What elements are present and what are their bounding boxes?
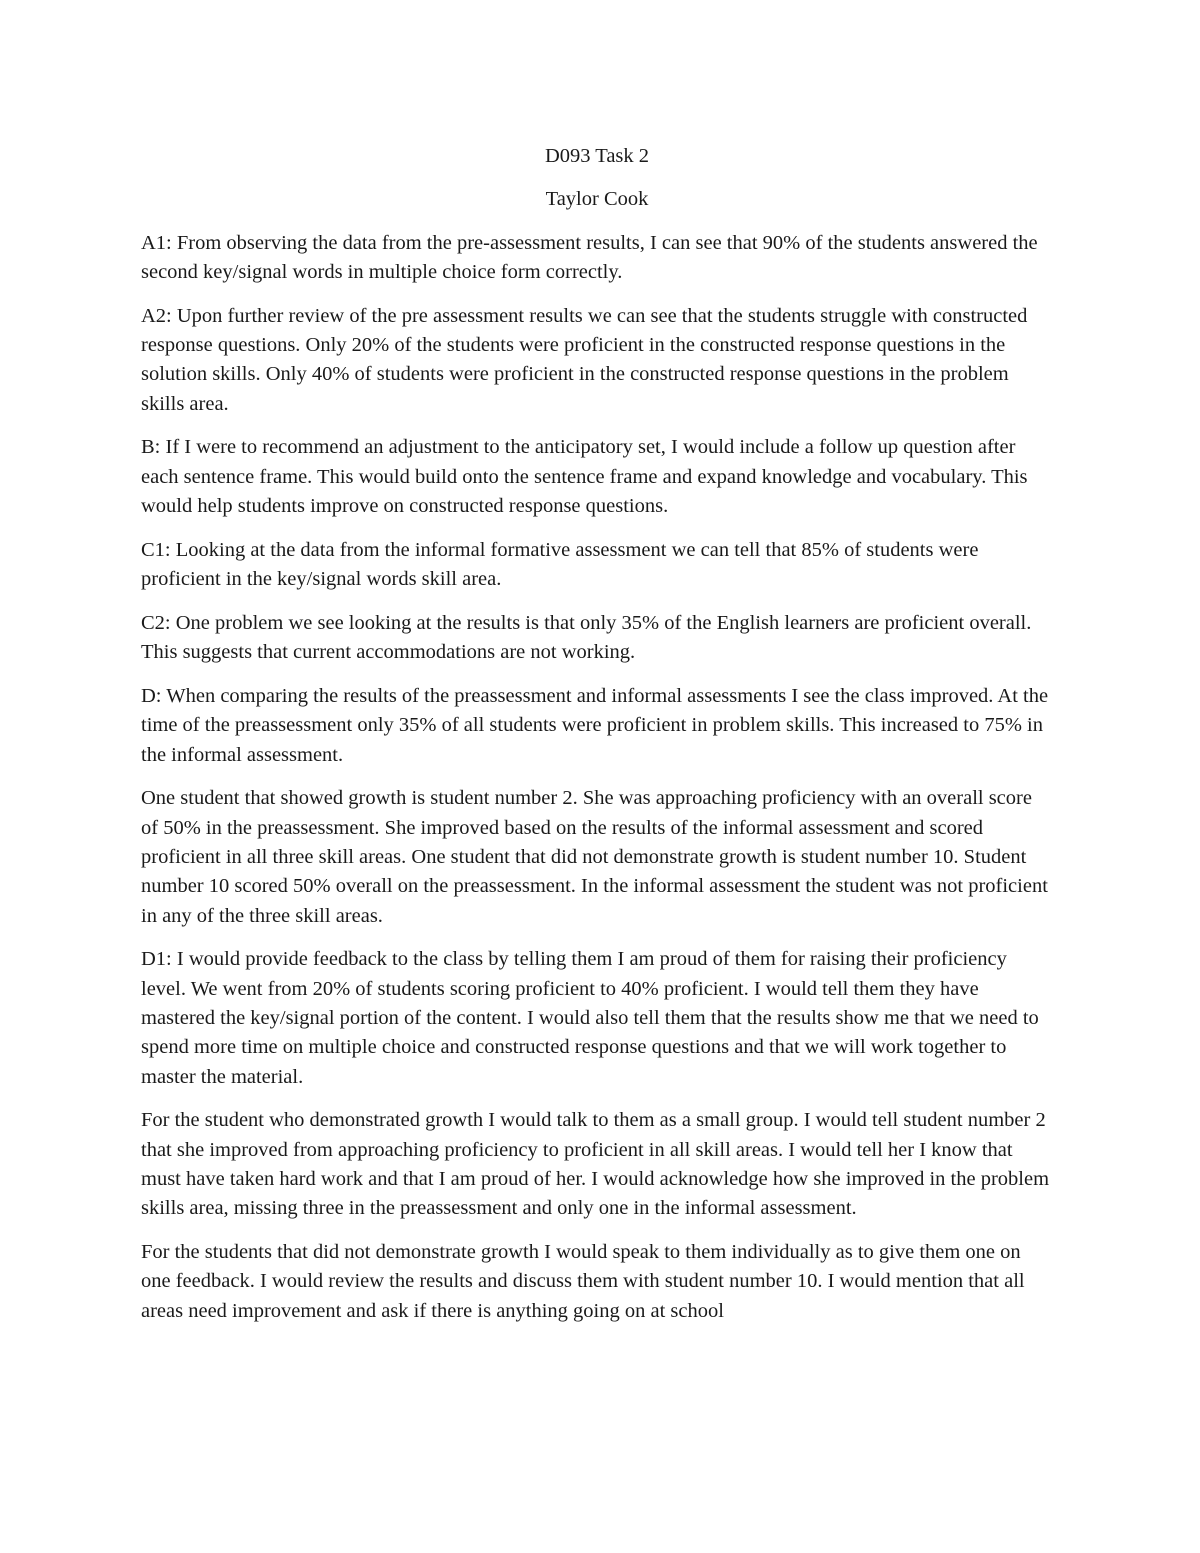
paragraph-no-growth-feedback: For the students that did not demonstrate growth I would speak to them individually as to give them one on one feedback. I would review the results and discuss them with student number 10. I would mention that all areas need improvement and ask if there is anything going on at school xyxy=(141,1241,1025,1322)
paragraph-d1: D1: I would provide feedback to the class by telling them I am proud of them for raising their proficiency level. We went from 20% of students scoring proficient to 40% proficient. I would tell them they have mastered the key/signal portion of the content. I would also tell them that the results show me that we need to spend more time on multiple choice and constructed response questions and that we will work together to master the material. xyxy=(141,948,1039,1088)
paragraph-c1: C1: Looking at the data from the informal formative assessment we can tell that 85% of students were proficient in the key/signal words skill area. xyxy=(141,538,979,591)
paragraph-d: D: When comparing the results of the preassessment and informal assessments I see the class improved. At the time of the preassessment only 35% of all students were proficient in problem skills. This increased to 75% in the informal assessment. xyxy=(141,684,1049,766)
paragraph-growth-comparison: One student that showed growth is student number 2. She was approaching proficiency with an overall score of 50% in the preassessment. She improved based on the results of the informal assessment and scored proficient in all three skill areas. One student that did not demonstrate growth is student number 10. Student number 10 scored 50% overall on the preassessment. In the informal assessment the student was not proficient in any of the three skill areas. xyxy=(141,787,1048,927)
document-body xyxy=(141,142,1053,1340)
document-title: D093 Task 2 xyxy=(544,145,650,167)
paragraph-b: B: If I were to recommend an adjustment to the anticipatory set, I would include a follow up question after each sentence frame. This would build onto the sentence frame and expand knowledge and vocabulary. This would help students improve on constructed response questions. xyxy=(141,436,1028,517)
paragraph-c2: C2: One problem we see looking at the results is that only 35% of the English learners are proficient overall. This suggests that current accommodations are not working. xyxy=(141,611,1032,664)
paragraph-a2: A2: Upon further review of the pre assessment results we can see that the students struggle with constructed response questions. Only 20% of the students were proficient in the constructed response questions in the solution skills. Only 40% of students were proficient in the constructed response questions in the problem skills area. xyxy=(141,304,1028,415)
author-name: Taylor Cook xyxy=(545,188,649,211)
paragraph-a1: A1: From observing the data from the pre-assessment results, I can see that 90% of the students answered the second key/signal words in multiple choice form correctly. xyxy=(141,231,1038,283)
paragraph-growth-feedback: For the student who demonstrated growth I would talk to them as a small group. I would tell student number 2 that she improved from approaching proficiency to proficient in all skill areas. I would tell her I know that must have taken hard work and that I am proud of her. I would acknowledge how she improved in the problem skills area, missing three in the preassessment and only one in the informal assessment. xyxy=(141,1109,1050,1220)
